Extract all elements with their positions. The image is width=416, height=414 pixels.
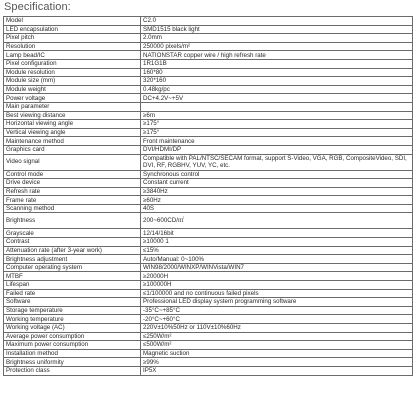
spec-label: Lamp bead/IC — [4, 51, 141, 60]
spec-row — [4, 94, 413, 103]
spec-value: 40S — [141, 204, 413, 213]
spec-value: ≥3840Hz — [141, 187, 413, 196]
spec-value: 220V±10%50Hz or 110V±10%60Hz — [141, 324, 413, 333]
spec-label: Brightness adjustment — [4, 255, 141, 264]
spec-value: ≤500W/m² — [141, 341, 413, 350]
section-label: Main parameter — [4, 102, 141, 111]
spec-value: ≥175° — [141, 120, 413, 129]
spec-label: Average power consumption — [4, 332, 141, 341]
spec-row — [4, 25, 413, 34]
spec-value: DVI/HDMI/DP — [141, 145, 413, 154]
spec-label: Brightness uniformity — [4, 358, 141, 367]
spec-value: 160*80 — [141, 68, 413, 77]
spec-value: 200~600CD/㎡ — [141, 213, 413, 229]
spec-row — [4, 238, 413, 247]
spec-value: -35°C~+85°C — [141, 306, 413, 315]
spec-value: ≥99% — [141, 358, 413, 367]
spec-value: C2.0 — [141, 17, 413, 26]
spec-label: Refresh rate — [4, 187, 141, 196]
spec-label: Resolution — [4, 42, 141, 51]
spec-row — [4, 246, 413, 255]
spec-row — [4, 111, 413, 120]
spec-row — [4, 341, 413, 350]
spec-label: Model — [4, 17, 141, 26]
spec-label: Failed rate — [4, 289, 141, 298]
spec-label: Lifespan — [4, 281, 141, 290]
spec-row — [4, 298, 413, 307]
spec-label: Video signal — [4, 154, 141, 170]
spec-label: MTBF — [4, 272, 141, 281]
spec-value: ≥10000 1 — [141, 238, 413, 247]
spec-label: Graphics card — [4, 145, 141, 154]
spec-row — [4, 229, 413, 238]
spec-value: Professional LED display system programming software — [141, 298, 413, 307]
specification-table — [3, 16, 413, 376]
spec-row — [4, 34, 413, 43]
spec-value: ≤250W/m² — [141, 332, 413, 341]
spec-label: Module resolution — [4, 68, 141, 77]
spec-label: Software — [4, 298, 141, 307]
spec-value: ≤1/100000 and no continuous failed pixels — [141, 289, 413, 298]
spec-value: ≥175° — [141, 128, 413, 137]
spec-value: Compatible with PAL/NTSC/SECAM format, support S-Video, VGA, RGB, CompositeVideo, SDI, DVI, RF, RGBHV, YUV, YC, etc. — [141, 154, 413, 170]
spec-row — [4, 349, 413, 358]
spec-row — [4, 51, 413, 60]
spec-value: ≥6m — [141, 111, 413, 120]
spec-row — [4, 68, 413, 77]
spec-row — [4, 366, 413, 375]
spec-label: Contrast — [4, 238, 141, 247]
spec-value: 320*160 — [141, 77, 413, 86]
spec-label: Pixel configuration — [4, 59, 141, 68]
spec-row — [4, 170, 413, 179]
spec-row — [4, 154, 413, 170]
spec-value: ≥60Hz — [141, 196, 413, 205]
spec-value: 1R1G1B — [141, 59, 413, 68]
spec-value: ≥100000H — [141, 281, 413, 290]
spec-row — [4, 263, 413, 272]
spec-row — [4, 137, 413, 146]
spec-label: Module size (mm) — [4, 77, 141, 86]
spec-row — [4, 187, 413, 196]
section-value — [141, 102, 413, 111]
spec-label: Frame rate — [4, 196, 141, 205]
spec-label: Maximum power consumption — [4, 341, 141, 350]
spec-row — [4, 59, 413, 68]
specification-table-body — [4, 17, 413, 376]
section-header-row — [4, 102, 413, 111]
spec-row — [4, 289, 413, 298]
spec-row — [4, 120, 413, 129]
spec-label: Storage temperature — [4, 306, 141, 315]
spec-row — [4, 332, 413, 341]
spec-row — [4, 358, 413, 367]
spec-label: Attenuation rate (after 3-year work) — [4, 246, 141, 255]
spec-row — [4, 315, 413, 324]
spec-row — [4, 85, 413, 94]
spec-row — [4, 77, 413, 86]
spec-label: Horizontal viewing angle — [4, 120, 141, 129]
spec-value: NATIONSTAR copper wire / high refresh rate — [141, 51, 413, 60]
spec-label: Module weight — [4, 85, 141, 94]
spec-value: ≥20000H — [141, 272, 413, 281]
spec-label: Power voltage — [4, 94, 141, 103]
spec-row — [4, 324, 413, 333]
spec-value: WIN98/2000/WINXP/WINVista/WIN7 — [141, 263, 413, 272]
spec-label: LED encapsulation — [4, 25, 141, 34]
spec-label: Working temperature — [4, 315, 141, 324]
spec-label: Brightness — [4, 213, 141, 229]
spec-row — [4, 204, 413, 213]
spec-label: Computer operating system — [4, 263, 141, 272]
spec-label: Protection class — [4, 366, 141, 375]
spec-value: 250000 pixels/m² — [141, 42, 413, 51]
page-title: Specification: — [4, 1, 71, 13]
spec-label: Working voltage (AC) — [4, 324, 141, 333]
spec-row — [4, 255, 413, 264]
spec-value: -20°C~+60°C — [141, 315, 413, 324]
spec-label: Grayscale — [4, 229, 141, 238]
spec-value: Front maintenance — [141, 137, 413, 146]
spec-label: Vertical viewing angle — [4, 128, 141, 137]
spec-value: 2.0mm — [141, 34, 413, 43]
spec-label: Maintenance method — [4, 137, 141, 146]
spec-value: ≤15% — [141, 246, 413, 255]
spec-value: Magnetic suction — [141, 349, 413, 358]
spec-row — [4, 42, 413, 51]
spec-row — [4, 17, 413, 26]
spec-value: 12/14/16bit — [141, 229, 413, 238]
spec-label: Drive device — [4, 179, 141, 188]
spec-row — [4, 128, 413, 137]
spec-label: Installation method — [4, 349, 141, 358]
spec-row — [4, 272, 413, 281]
spec-row — [4, 213, 413, 229]
spec-value: Auto/Manual: 0~100% — [141, 255, 413, 264]
spec-row — [4, 196, 413, 205]
spec-value: SMD1515 black light — [141, 25, 413, 34]
spec-label: Best viewing distance — [4, 111, 141, 120]
spec-value: DC+4.2V~+5V — [141, 94, 413, 103]
spec-row — [4, 281, 413, 290]
spec-row — [4, 306, 413, 315]
spec-label: Control mode — [4, 170, 141, 179]
spec-value: IP5X — [141, 366, 413, 375]
spec-row — [4, 179, 413, 188]
spec-label: Scanning method — [4, 204, 141, 213]
spec-label: Pixel pitch — [4, 34, 141, 43]
spec-row — [4, 145, 413, 154]
spec-value: Constant current — [141, 179, 413, 188]
spec-value: Synchronous control — [141, 170, 413, 179]
spec-value: 0.48kg/pc — [141, 85, 413, 94]
